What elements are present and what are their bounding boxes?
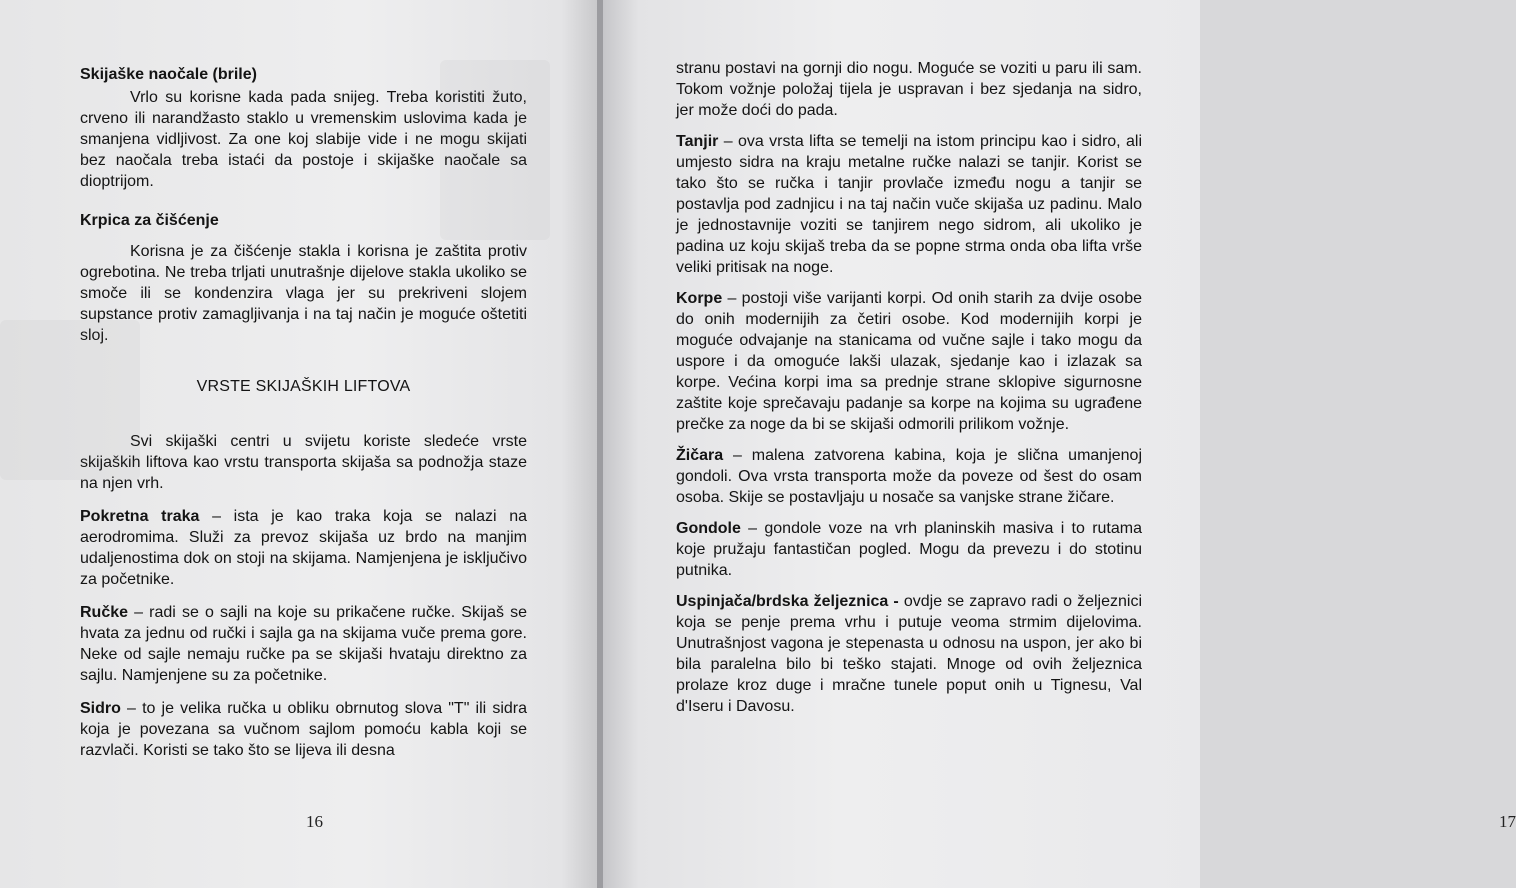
left-page: [0, 0, 597, 888]
bleed-through-shadow: [0, 320, 140, 480]
anchor-text: – to je velika ručka u obliku obrnutog slova "T" ili sidra koja je povezana sa vučnom sajlom pomoću kabla koji se razvlači. Koristi se tako što se lijeva ili desna: [80, 700, 527, 759]
handles-paragraph: [80, 602, 527, 686]
funicular-term: Uspinjača/brdska željeznica -: [676, 593, 899, 610]
handles-text: – radi se o sajli na koje su prikačene ručke. Skijaš se hvata za jednu od ručki i sajla ga na skijama vuče prema gore. Neke od sajle nemaju ručke pa se skijaši hvataju direktno za sajlu. Namjenjene su za početnike.: [80, 604, 527, 684]
bleed-through-shadow: [440, 60, 550, 240]
moving-belt-term: Pokretna traka: [80, 508, 200, 525]
gondola-paragraph: [676, 518, 1142, 581]
cloth-paragraph: Korisna je za čišćenje stakla i korisna je zaštita protiv ogrebotina. Ne treba trljati unutrašnje dijelove stakla ukoliko se smoče ili se kondenzira vlaga jer su prekriveni slojem supstance protiv zamagljivanja i na taj način je moguće oštetiti sloj.: [80, 243, 527, 344]
intro-paragraph: Svi skijaški centri u svijetu koriste sledeće vrste skijaških liftova kao vrstu transporta skijaša sa podnožja staze na njen vrh.: [80, 433, 527, 492]
gondola-term: Gondole: [676, 520, 741, 537]
right-page: [603, 0, 1516, 888]
section-title: VRSTE SKIJAŠKIH LIFTOVA: [196, 378, 411, 395]
cloth-heading: Krpica za čišćenje: [80, 212, 219, 229]
page-number-left: 16: [306, 812, 323, 831]
plate-text: – ova vrsta lifta se temelji na istom principu kao i sidro, ali umjesto sidra na kraju metalne ručke nalazi se tanjir. Korist se tako što se ručka i tanjir provlače između nogu a tanjir se postavlja pod zadnjicu i na taj način vuče skijaša uz padinu. Malo je jednostavnije voziti se tanjirem nego sidrom, ali ukoliko je padina uz koju skijaš treba da se popne strma onda oba lifta vrše veliki pritisak na noge.: [676, 133, 1142, 276]
goggles-paragraph: Vrlo su korisne kada pada snijeg. Treba koristiti žuto, crveno ili narandžasto staklo u vremenskim uslovima kada je smanjena vidljivost. Za one koj slabije vide i ne mogu skijati bez naočala treba istaći da postoje i skijaške naočale sa dioptrijom.: [80, 89, 527, 190]
anchor-paragraph: [80, 698, 527, 761]
chairlift-paragraph: [676, 288, 1142, 435]
goggles-heading: Skijaške naočale (brile): [80, 66, 257, 83]
moving-belt-paragraph: [80, 506, 527, 590]
cable-car-text: – malena zatvorena kabina, koja je slična umanjenoj gondoli. Ova vrsta transporta može da poveze od šest do osam osoba. Skije se postavljaju u nosače sa vanjske strane žičare.: [676, 447, 1142, 506]
plate-term: Tanjir: [676, 133, 719, 150]
handles-term: Ručke: [80, 604, 129, 621]
plate-paragraph: [676, 131, 1142, 278]
cable-car-term: Žičara: [676, 447, 724, 464]
funicular-text: ovdje se zapravo radi o željeznici koja se penje prema vrhu i putuje veoma strmim dijelovima. Unutrašnjost vagona je stepenasta u odnosu na uspon, jer ako bi bila paralelna bilo bi teško stajati. Mnoge od ovih željeznica prolaze kroz duge i mračne tunele poput onih u Tignesu, Val d'Iseru i Davosu.: [676, 593, 1143, 715]
anchor-term: Sidro: [80, 700, 121, 717]
chairlift-term: Korpe: [676, 290, 723, 307]
cable-car-paragraph: [676, 445, 1142, 508]
funicular-paragraph: [676, 591, 1142, 717]
chairlift-text: – postoji više varijanti korpi. Od onih starih za dvije osobe do onih modernijih za četiri osobe. Kod modernijih korpi je moguće odvajanje na stanicama od vučne sajle i tako mogu da uspore i da omoguće lakši ulazak, sjedanje kao i izlazak sa korpe. Većina korpi ima sa prednje strane sklopive sigurnosne zaštite koje sprečavaju padanje sa korpe na kojima su ugrađene prečke za noge da bi se skijaši odmorili prilikom vožnje.: [676, 290, 1142, 433]
page-number-right: 17: [1499, 812, 1516, 831]
moving-belt-text: – ista je kao traka koja se nalazi na aerodromima. Služi za prevoz skijaša uz brdo na manjim udaljenostima dok on stoji na skijama. Namjenjena je isključivo za početnike.: [80, 508, 527, 588]
anchor-continued-paragraph: stranu postavi na gornji dio nogu. Moguće se voziti u paru ili sam. Tokom vožnje položaj tijela je uspravan i bez sjedanja na sidro, jer može doći do pada.: [676, 60, 1142, 119]
gondola-text: – gondole voze na vrh planinskih masiva i to rutama koje pružaju fantastičan pogled. Mogu da prevezu i do stotinu putnika.: [676, 520, 1142, 579]
